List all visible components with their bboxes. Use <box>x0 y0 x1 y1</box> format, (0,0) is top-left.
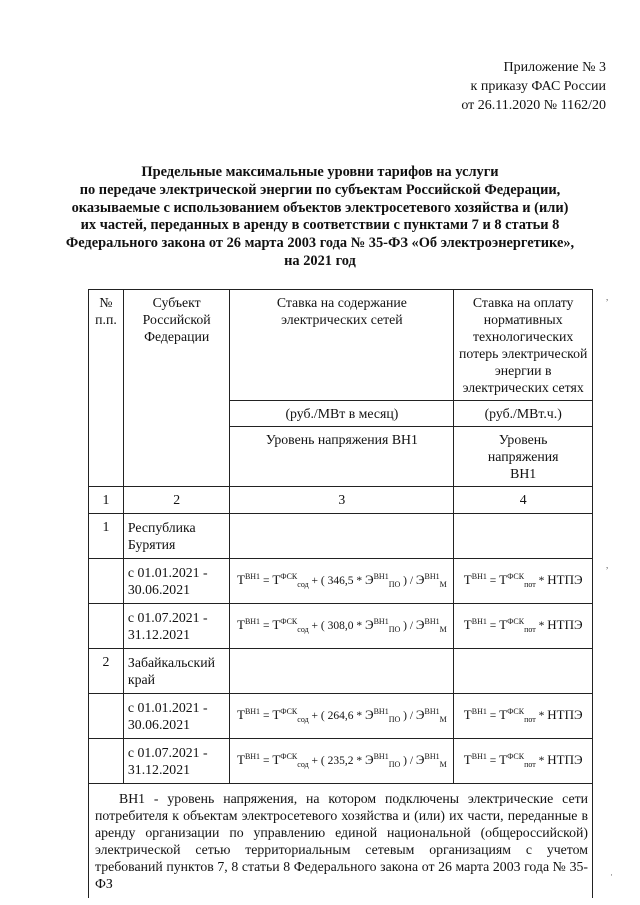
formula-coefficient: 264,6 <box>327 710 354 723</box>
period-cell: с 01.01.2021 - 30.06.2021 <box>123 694 230 739</box>
annex-number: Приложение № 3 <box>503 60 606 75</box>
region-name: Республика Бурятия <box>123 514 230 559</box>
scan-mark: , <box>606 292 609 302</box>
formula-coefficient: 235,2 <box>327 755 354 768</box>
maintenance-formula: $Т^{ВН1} = Т^{ФСК}_{сод}$ + ( $308,0 * Э^{ВН1}_{ПО}$ ) / $Э^{ВН1}_М$ <box>230 604 454 649</box>
header-subject: Субъект Российской Федерации <box>123 290 230 487</box>
table-row-region <box>89 514 593 559</box>
formula-coefficient: 308,0 <box>327 620 354 633</box>
header-num: № п.п. <box>89 290 124 487</box>
region-num: 2 <box>89 649 124 694</box>
table-row-note <box>89 784 593 899</box>
header-losses: Ставка на оплату нормативных технологических потерь электрической энергии в электрических сетях <box>454 290 593 401</box>
maintenance-formula: $Т^{ВН1} = Т^{ФСК}_{сод}$ + ( $235,2 * Э^{ВН1}_{ПО}$ ) / $Э^{ВН1}_М$ <box>230 739 454 784</box>
losses-formula: $Т^{ВН1} = Т^{ФСК}_{пот}$ * НТПЭ <box>454 739 593 784</box>
header-unit-losses: (руб./МВт.ч.) <box>454 401 593 427</box>
formula-coefficient: 346,5 <box>327 575 354 588</box>
period-cell: с 01.07.2021 - 31.12.2021 <box>123 739 230 784</box>
note-text: ВН1 - уровень напряжения, на котором подключены электрические сети потребителя к объектам электросетевого хозяйства и (или) их части, переданные в аренду организации по управлению единой национальной (общероссийской) электрической сетью территориальным сетевым организациям с учетом требований пунктов 7, 8 статьи 8 Федерального закона от 26 марта 2003 года № 35-ФЗ <box>89 784 593 899</box>
title-line-3: оказываемые с использованием объектов электросетевого хозяйства и (или) <box>71 199 569 216</box>
empty-cell <box>89 604 124 649</box>
period-cell: с 01.07.2021 - 31.12.2021 <box>123 604 230 649</box>
maintenance-formula: $Т^{ВН1} = Т^{ФСК}_{сод}$ + ( $264,6 * Э^{ВН1}_{ПО}$ ) / $Э^{ВН1}_М$ <box>230 694 454 739</box>
title-line-2: по передаче электрической энергии по субъектам Российской Федерации, <box>79 181 561 198</box>
header-unit-maintenance: (руб./МВт в месяц) <box>230 401 454 427</box>
column-number-3: 3 <box>230 487 454 514</box>
empty-cell <box>89 739 124 784</box>
empty-cell <box>230 514 454 559</box>
title-line-6: на 2021 год <box>284 252 356 269</box>
empty-cell <box>454 514 593 559</box>
scan-mark: , <box>606 560 609 570</box>
annex-header <box>461 58 606 115</box>
title-line-1: Предельные максимальные уровни тарифов на услуги <box>141 164 499 180</box>
region-name: Забайкальский край <box>123 649 230 694</box>
header-voltage-maintenance: Уровень напряжения ВН1 <box>230 427 454 487</box>
column-number-1: 1 <box>89 487 124 514</box>
losses-formula: $Т^{ВН1} = Т^{ФСК}_{пот}$ * НТПЭ <box>454 559 593 604</box>
table-row <box>89 739 593 784</box>
empty-cell <box>454 649 593 694</box>
period-cell: с 01.01.2021 - 30.06.2021 <box>123 559 230 604</box>
table-row <box>89 604 593 649</box>
document-title <box>40 164 600 271</box>
empty-cell <box>89 559 124 604</box>
empty-cell <box>230 649 454 694</box>
annex-order: к приказу ФАС России <box>470 79 606 94</box>
table-row <box>89 694 593 739</box>
losses-formula: $Т^{ВН1} = Т^{ФСК}_{пот}$ * НТПЭ <box>454 694 593 739</box>
column-number-4: 4 <box>454 487 593 514</box>
losses-formula: $Т^{ВН1} = Т^{ФСК}_{пот}$ * НТПЭ <box>454 604 593 649</box>
empty-cell <box>89 694 124 739</box>
tariff-table <box>88 289 593 898</box>
header-maintenance: Ставка на содержание электрических сетей <box>230 290 454 401</box>
annex-date: от 26.11.2020 № 1162/20 <box>461 98 606 113</box>
title-line-4: их частей, переданных в аренду в соответствии с пунктами 7 и 8 статьи 8 <box>80 217 560 234</box>
header-voltage-losses: Уровень напряжения ВН1 <box>454 427 593 487</box>
scan-mark: · <box>610 870 613 880</box>
maintenance-formula: $Т^{ВН1} = Т^{ФСК}_{сод}$ + ( $346,5 * Э^{ВН1}_{ПО}$ ) / $Э^{ВН1}_М$ <box>230 559 454 604</box>
table-row-region <box>89 649 593 694</box>
column-number-2: 2 <box>123 487 230 514</box>
title-line-5: Федерального закона от 26 марта 2003 года № 35-ФЗ «Об электроэнергетике», <box>65 235 575 252</box>
table-row <box>89 559 593 604</box>
region-num: 1 <box>89 514 124 559</box>
